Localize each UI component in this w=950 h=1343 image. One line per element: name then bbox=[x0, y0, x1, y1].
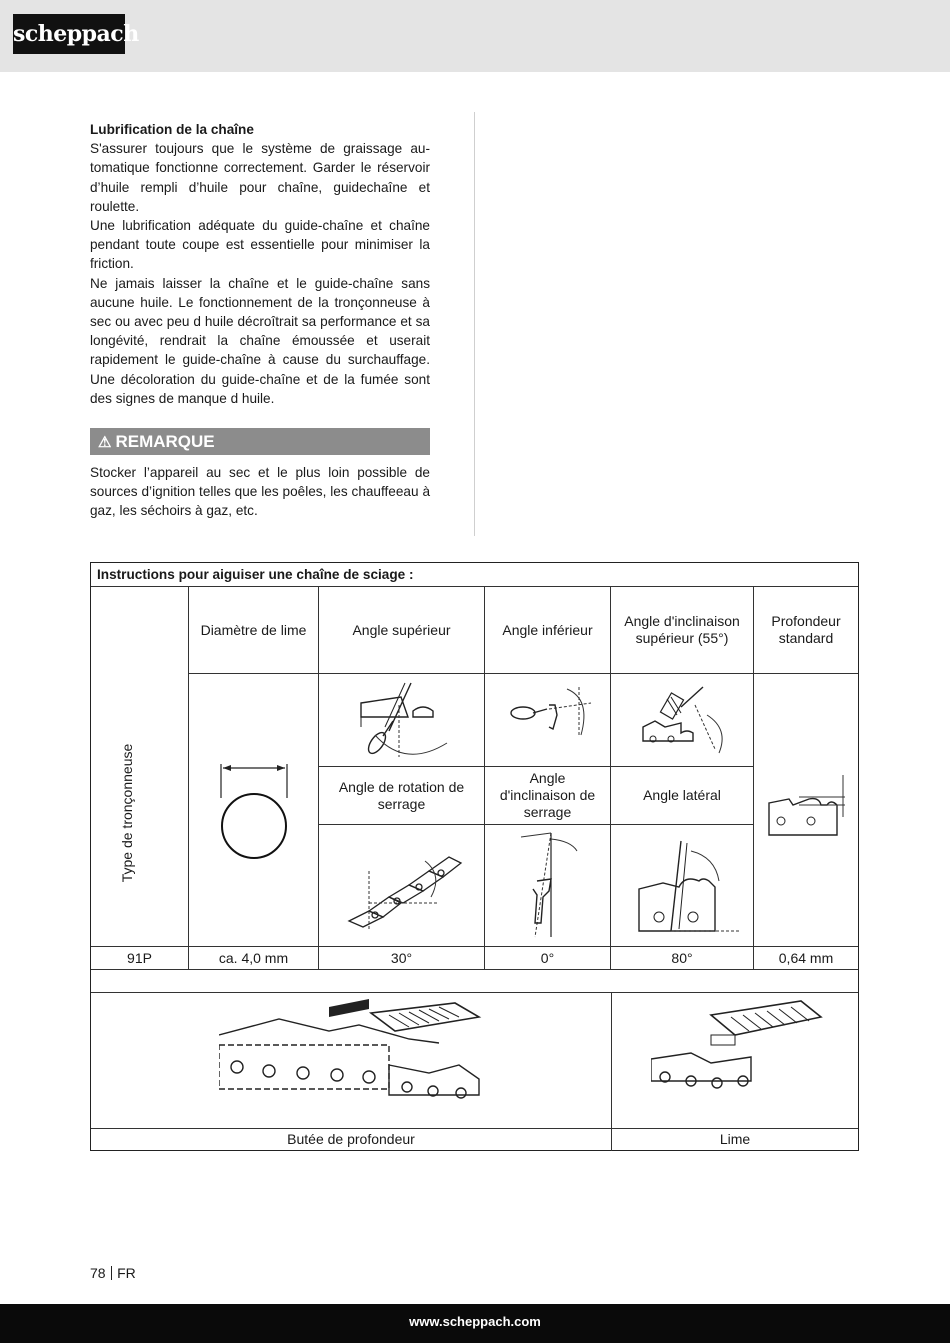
clamp-rotation-illustration bbox=[329, 831, 479, 941]
standard-depth-illustration bbox=[759, 773, 854, 843]
value-type: 91P bbox=[127, 949, 152, 966]
header-top-angle: Angle supérieur bbox=[352, 621, 451, 638]
value-top-angle: 30° bbox=[390, 949, 413, 966]
notice-title: REMARQUE bbox=[115, 432, 215, 451]
caption-depth-gauge: Butée de profondeur bbox=[287, 1131, 415, 1147]
language-code: FR bbox=[117, 1265, 136, 1281]
sharpening-table bbox=[90, 562, 859, 1151]
top-tilt-illustration bbox=[637, 685, 747, 763]
page-number bbox=[90, 1265, 136, 1281]
value-file-diameter: ca. 4,0 mm bbox=[218, 949, 289, 966]
section-title: Lubrification de la chaîne bbox=[90, 122, 254, 137]
warning-triangle-icon: ⚠ bbox=[98, 434, 112, 451]
website-link[interactable]: www.scheppach.com bbox=[409, 1314, 541, 1329]
value-bottom-angle: 0° bbox=[540, 949, 555, 966]
header-top-tilt-angle: Angle d'inclinaison supérieur (55°) bbox=[624, 613, 740, 646]
top-angle-illustration bbox=[353, 681, 473, 761]
brand-logo[interactable]: scheppach bbox=[13, 14, 125, 54]
value-top-tilt: 80° bbox=[671, 949, 693, 966]
depth-gauge-illustration bbox=[219, 995, 599, 1125]
column-divider bbox=[474, 112, 475, 536]
side-angle-illustration bbox=[631, 831, 753, 941]
header-file-diameter: Diamètre de lime bbox=[200, 621, 307, 638]
header-standard-depth: Profondeur standard bbox=[771, 613, 841, 646]
paragraph: S'assurer toujours que le système de graissage automatique fonctionne correctement. Garder le réservoir d’huile rempli d’huile pour chaîne, guidechaîne et roulette. bbox=[90, 141, 430, 214]
caption-file: Lime bbox=[719, 1131, 751, 1147]
footer-bar bbox=[0, 1304, 950, 1343]
bottom-angle-illustration bbox=[503, 685, 603, 755]
value-standard-depth: 0,64 mm bbox=[778, 949, 834, 966]
paragraph: Une lubrification adéquate du guide-chaîne et chaîne pendant toute coupe est essentielle pour minimiser la friction. bbox=[90, 218, 430, 272]
text-column bbox=[90, 120, 430, 408]
page-divider bbox=[111, 1266, 113, 1280]
table-title: Instructions pour aiguiser une chaîne de sciage : bbox=[97, 567, 414, 582]
clamp-tilt-illustration bbox=[511, 829, 591, 941]
file-illustration bbox=[651, 995, 851, 1125]
header-side-angle: Angle latéral bbox=[643, 787, 721, 803]
row-header-chainsaw-type: Type de tronçonneuse bbox=[119, 743, 135, 883]
page-number-value: 78 bbox=[90, 1265, 106, 1281]
header-bar bbox=[0, 0, 950, 72]
header-bottom-angle: Angle inférieur bbox=[502, 621, 593, 638]
header-clamp-tilt: Angle d'inclinaison de serrage bbox=[499, 770, 596, 820]
header-clamp-rotation: Angle de rotation de serrage bbox=[338, 778, 465, 812]
notice-text: Stocker l’appareil au sec et le plus loin possible de sources d’ignition telles que les poêles, les chauffeeau à gaz, les séchoirs à gaz, etc. bbox=[90, 465, 430, 519]
notice-banner bbox=[90, 428, 430, 455]
paragraph: Ne jamais laisser la chaîne et le guide-chaîne sans aucune huile. Le fonctionnement de la tronçonneuse à sec ou avec peu d huile décroîtrait sa performance et sa longévité, rendrait la chaîne émoussée et userait rapidement le guide-chaîne à cause du surchauffage. Une décoloration du guide-chaîne et de la fumée sont des signes de manque d huile. bbox=[90, 275, 430, 406]
file-diameter-illustration bbox=[209, 758, 299, 868]
